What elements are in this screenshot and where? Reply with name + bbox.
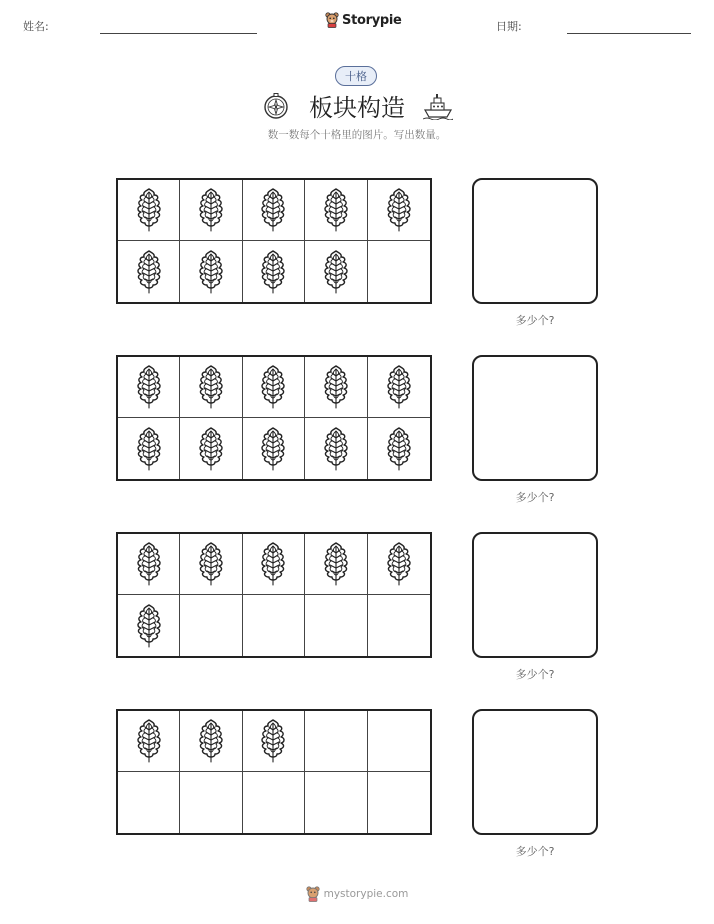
leaf-icon bbox=[258, 364, 288, 410]
name-field[interactable] bbox=[100, 33, 257, 34]
leaf-icon bbox=[134, 541, 164, 587]
date-field[interactable] bbox=[567, 33, 691, 34]
bear-mascot-icon bbox=[306, 886, 320, 902]
leaf-icon bbox=[258, 249, 288, 295]
leaf-icon bbox=[321, 187, 351, 233]
ten-frame-cell bbox=[305, 772, 367, 833]
footer-url[interactable]: mystorypie.com bbox=[323, 888, 409, 900]
answer-box-2[interactable] bbox=[472, 355, 598, 481]
instruction-text: 数一数每个十格里的图片。写出数量。 bbox=[267, 129, 447, 141]
ten-frame-cell bbox=[305, 418, 367, 479]
answer-box-4[interactable] bbox=[472, 709, 598, 835]
leaf-icon bbox=[134, 249, 164, 295]
ten-frame-cell bbox=[305, 711, 367, 772]
leaf-icon bbox=[258, 541, 288, 587]
ten-frame-cell bbox=[243, 534, 305, 595]
ten-frame-cell bbox=[305, 534, 367, 595]
date-label: 日期: bbox=[496, 20, 522, 33]
leaf-icon bbox=[384, 541, 414, 587]
ten-frame-cell bbox=[368, 711, 430, 772]
footer bbox=[0, 886, 714, 902]
ten-frame-cell bbox=[368, 241, 430, 302]
topic-tag: 十格 bbox=[335, 66, 377, 86]
leaf-icon bbox=[196, 187, 226, 233]
worksheet-title: 板块构造 bbox=[309, 94, 405, 122]
ten-frame-cell bbox=[118, 241, 180, 302]
ten-frame-cell bbox=[243, 180, 305, 241]
leaf-icon bbox=[196, 718, 226, 764]
bear-mascot-icon bbox=[325, 12, 339, 28]
ten-frame-cell bbox=[243, 241, 305, 302]
ten-frame-cell bbox=[305, 241, 367, 302]
answer-prompt-3: 多少个? bbox=[515, 668, 555, 681]
ten-frame-cell bbox=[180, 418, 242, 479]
leaf-icon bbox=[196, 364, 226, 410]
ten-frame-cell bbox=[368, 357, 430, 418]
name-label: 姓名: bbox=[23, 20, 49, 33]
brand-name: Storypie bbox=[342, 12, 402, 28]
ten-frame-cell bbox=[368, 418, 430, 479]
answer-box-3[interactable] bbox=[472, 532, 598, 658]
ten-frame-cell bbox=[368, 534, 430, 595]
answer-prompt-4: 多少个? bbox=[515, 845, 555, 858]
ten-frame-cell bbox=[180, 772, 242, 833]
ten-frame-cell bbox=[118, 772, 180, 833]
answer-box-1[interactable] bbox=[472, 178, 598, 304]
ten-frame-cell bbox=[305, 595, 367, 656]
ten-frame-cell bbox=[118, 180, 180, 241]
ten-frame-cell bbox=[118, 711, 180, 772]
ten-frame-cell bbox=[180, 534, 242, 595]
ten-frame-cell bbox=[180, 711, 242, 772]
ten-frame-cell bbox=[118, 595, 180, 656]
ten-frame-cell bbox=[305, 180, 367, 241]
leaf-icon bbox=[258, 426, 288, 472]
ten-frame-cell bbox=[243, 772, 305, 833]
leaf-icon bbox=[196, 541, 226, 587]
ten-frame-3 bbox=[116, 532, 432, 658]
storypie-logo bbox=[325, 12, 402, 28]
leaf-icon bbox=[134, 718, 164, 764]
ten-frame-cell bbox=[243, 595, 305, 656]
ten-frame-cell bbox=[305, 357, 367, 418]
leaf-icon bbox=[196, 249, 226, 295]
leaf-icon bbox=[258, 187, 288, 233]
ten-frame-cell bbox=[368, 595, 430, 656]
ten-frame-cell bbox=[368, 180, 430, 241]
answer-prompt-2: 多少个? bbox=[515, 491, 555, 504]
leaf-icon bbox=[384, 426, 414, 472]
ten-frame-cell bbox=[180, 357, 242, 418]
leaf-icon bbox=[134, 187, 164, 233]
leaf-icon bbox=[321, 249, 351, 295]
leaf-icon bbox=[321, 541, 351, 587]
ten-frame-cell bbox=[180, 595, 242, 656]
leaf-icon bbox=[384, 364, 414, 410]
ten-frame-cell bbox=[118, 418, 180, 479]
ten-frame-cell bbox=[243, 418, 305, 479]
ten-frame-cell bbox=[118, 357, 180, 418]
answer-prompt-1: 多少个? bbox=[515, 314, 555, 327]
ten-frame-cell bbox=[118, 534, 180, 595]
ten-frame-4 bbox=[116, 709, 432, 835]
leaf-icon bbox=[134, 426, 164, 472]
ten-frame-cell bbox=[243, 357, 305, 418]
leaf-icon bbox=[196, 426, 226, 472]
boat-icon bbox=[423, 92, 453, 120]
ten-frame-2 bbox=[116, 355, 432, 481]
leaf-icon bbox=[384, 187, 414, 233]
leaf-icon bbox=[258, 718, 288, 764]
ten-frame-1 bbox=[116, 178, 432, 304]
ten-frame-cell bbox=[180, 180, 242, 241]
leaf-icon bbox=[134, 603, 164, 649]
leaf-icon bbox=[321, 364, 351, 410]
leaf-icon bbox=[321, 426, 351, 472]
ten-frame-cell bbox=[243, 711, 305, 772]
ten-frame-cell bbox=[180, 241, 242, 302]
leaf-icon bbox=[134, 364, 164, 410]
ten-frame-cell bbox=[368, 772, 430, 833]
